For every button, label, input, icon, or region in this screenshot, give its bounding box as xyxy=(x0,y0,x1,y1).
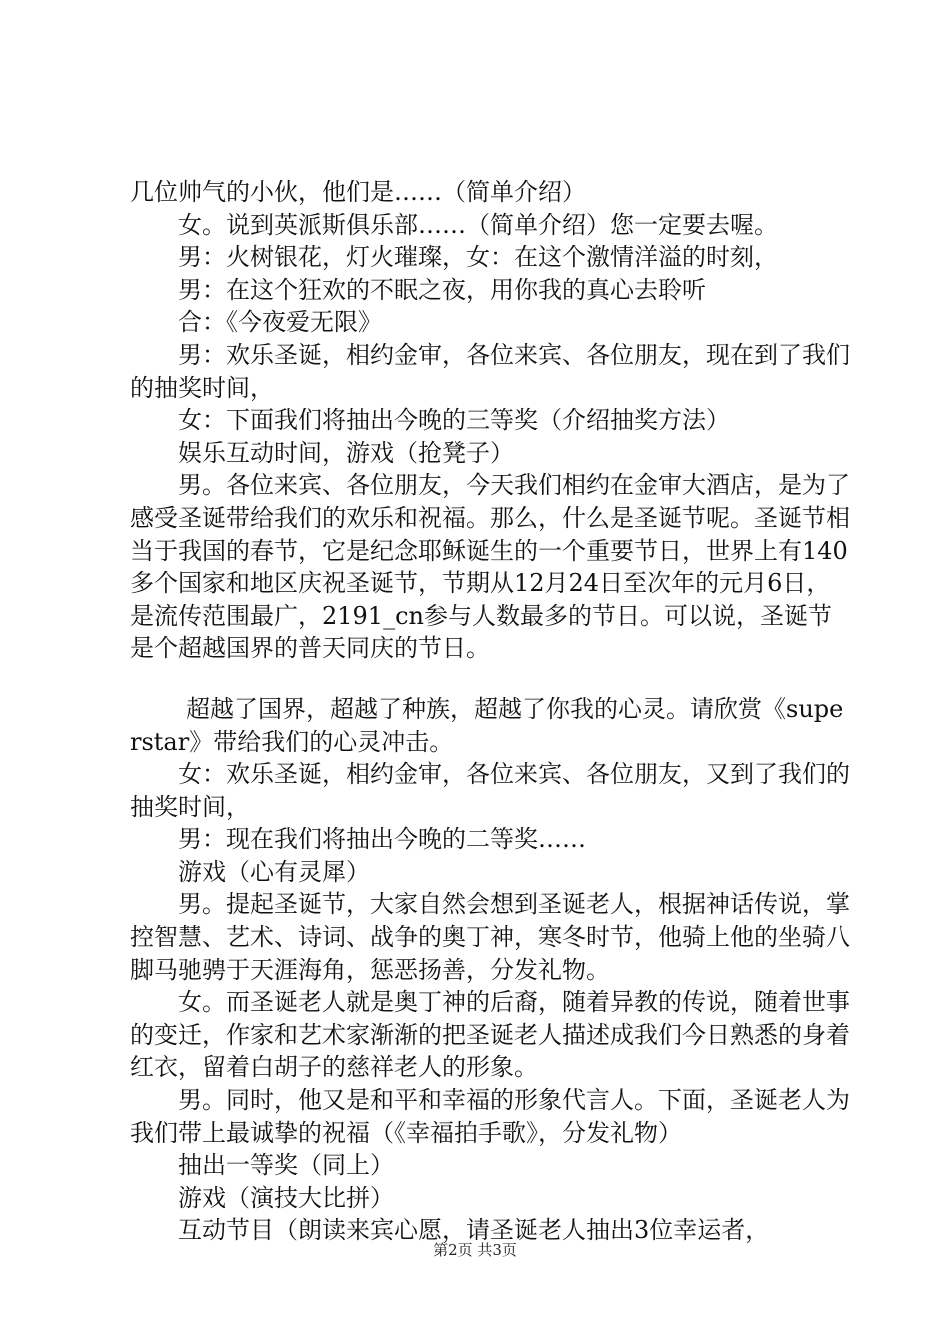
paragraph: 女。而圣诞老人就是奥丁神的后裔，随着异教的传说，随着世事的变迁，作家和艺术家渐渐的把圣诞老人描述成我们今日熟悉的身着红衣，留着白胡子的慈祥老人的形象。 xyxy=(130,988,850,1082)
paragraph: 超越了国界，超越了种族，超越了你我的心灵。请欣赏《superstar》带给我们的心灵冲击。 xyxy=(130,694,844,756)
paragraph: 抽出一等奖（同上） xyxy=(178,1151,394,1180)
paragraph: 男。提起圣诞节，大家自然会想到圣诞老人，根据神话传说，掌控智慧、艺术、诗词、战争的奥丁神，寒冬时节，他骑上他的坐骑八脚马驰骋于天涯海角，惩恶扬善，分发礼物。 xyxy=(130,890,850,984)
paragraph: 游戏（演技大比拼） xyxy=(178,1183,394,1212)
paragraph: 游戏（心有灵犀） xyxy=(178,857,370,886)
document-body xyxy=(130,176,850,1247)
paragraph: 女。说到英派斯俱乐部……（简单介绍）您一定要去喔。 xyxy=(178,210,778,239)
paragraph: 男。同时，他又是和平和幸福的形象代言人。下面，圣诞老人为我们带上最诚挚的祝福（《幸福拍手歌》，分发礼物） xyxy=(130,1086,850,1147)
paragraph: 女：欢乐圣诞，相约金审，各位来宾、各位朋友，又到了我们的抽奖时间， xyxy=(130,760,850,821)
page-footer: 第2页 共3页 xyxy=(433,1241,517,1259)
paragraph: 男：现在我们将抽出今晚的二等奖…… xyxy=(178,825,586,854)
paragraph: 娱乐互动时间，游戏（抢凳子） xyxy=(178,438,514,467)
paragraph: 男：在这个狂欢的不眠之夜，用你我的真心去聆听 xyxy=(178,275,706,304)
paragraph: 男：欢乐圣诞，相约金审，各位来宾、各位朋友，现在到了我们的抽奖时间， xyxy=(130,340,850,402)
paragraph: 女：下面我们将抽出今晚的三等奖（介绍抽奖方法） xyxy=(178,406,730,435)
blank-line xyxy=(130,665,850,693)
paragraph: 几位帅气的小伙，他们是……（简单介绍） xyxy=(130,178,586,206)
paragraph: 互动节目（朗读来宾心愿，请圣诞老人抽出3位幸运者， xyxy=(178,1216,770,1245)
paragraph: 合：《今夜爱无限》 xyxy=(178,308,382,337)
paragraph: 男。各位来宾、各位朋友，今天我们相约在金审大酒店，是为了感受圣诞带给我们的欢乐和祝福。那么，什么是圣诞节呢。圣诞节相当于我国的春节，它是纪念耶稣诞生的一个重要节日，世界上有140多个国家和地区庆祝圣诞节，节期从12月24日至次年的元月6日，是流传范围最广，2191_cn参与人数最多的节日。可以说，圣诞节是个超越国界的普天同庆的节日。 xyxy=(130,471,850,663)
paragraph: 男：火树银花，灯火璀璨，女：在这个激情洋溢的时刻， xyxy=(178,243,778,272)
